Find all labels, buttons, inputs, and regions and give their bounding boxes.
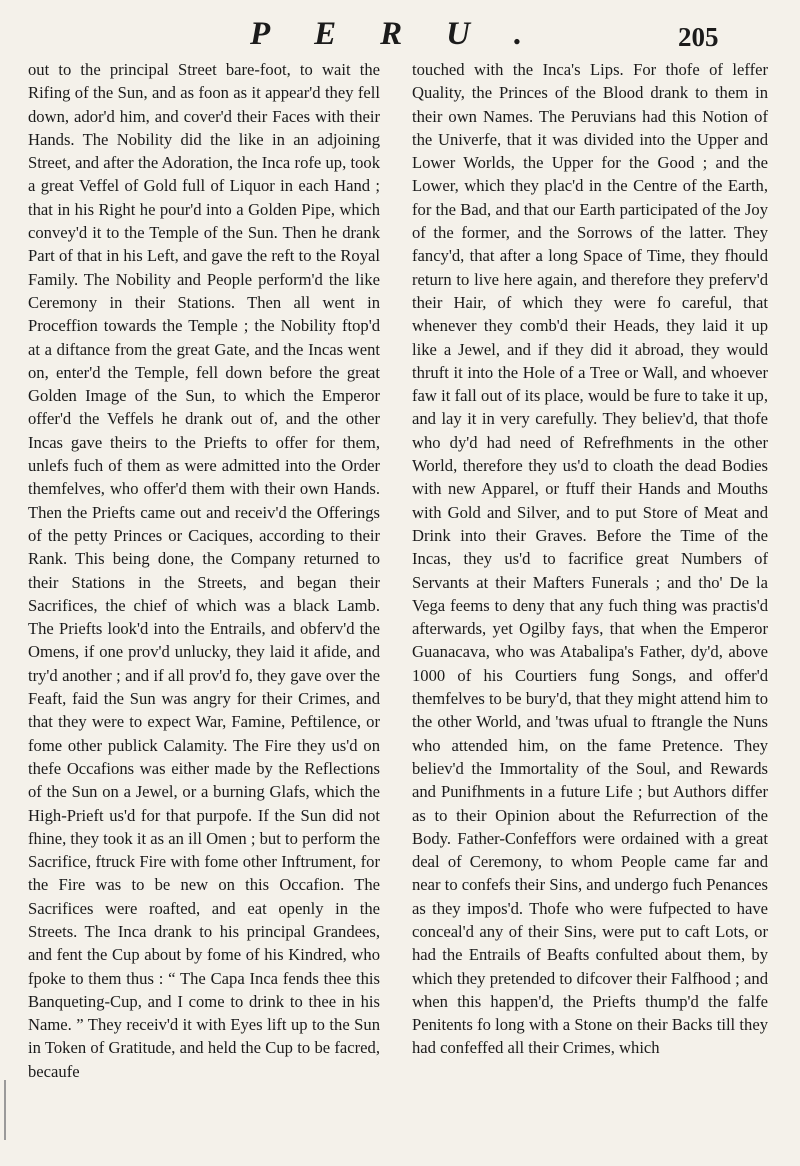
right-column-text: touched with the Inca's Lips. For thofe of leffer Quality, the Princes of the Blood drank to them in their own Names. The Peruvians had this Notion of the Univerfe, that it was divided into the Upper and Lower Worlds, the Upper for the Good ; and the Lower, which they plac'd in the Centre of the Earth, for the Bad, and that our Earth participated of the Joy of the former, and the Sorrows of the latter. They fancy'd, that after a long Space of Time, they fhould return to live here again, and therefore they preferv'd their Hair, of which they were fo careful, that whenever they comb'd their Heads, they laid it up like a Jewel, and if they did it abroad, they would thruft it into the Hole of a Tree or Wall, and whoever faw it fall out of its place, would be fure to take it up, and lay it in very carefully. They believ'd, that thofe who dy'd had need of Refrefhments in the other World, therefore they us'd to cloath the dead Bodies with new Apparel, or ftuff their Hands and Mouths with Gold and Silver, and to put Store of Meat and Drink into their Graves. Before the Time of the Incas, they us'd to facrifice great Numbers of Servants at their Mafters Funerals ; and tho' De la Vega feems to deny that any fuch thing was practis'd afterwards, yet Ogilby fays, that when the Emperor Guanacava, who was Atabalipa's Father, dy'd, above 1000 of his Courtiers fung Songs, and offer'd themfelves to be bury'd, that they might attend him to the other World, and 'twas ufual to ftrangle the Nuns who attended him, on the fame Pretence. They believ'd the Immortality of the Soul, and Rewards and Punifhments in a future Life ; but Authors differ as to their Opinion about the Refurrection of the Body. Father-Confeffors were ordained with a great deal of Ceremony, to whom People came far and near to confefs their Sins, and undergo fuch Penances as they impos'd. Thofe who were fufpected to have conceal'd any of their Sins, were put to caft Lots, or had the Entrails of Beafts confulted about them, by which they pretended to difcover their Falfhood ; and when this happen'd, the Priefts thump'd the falfe Penitents fo long with a Stone on their Backs till they had confeffed all their Crimes, which [412,60,768,1058]
running-head: PERU. [250,16,567,52]
page-number: 205 [678,22,719,52]
left-column [28,58,380,1083]
page-header [0,8,800,60]
left-column-text: out to the principal Street bare-foot, to wait the Rifing of the Sun, and as foon as it appear'd they fell down, ador'd him, and cover'd their Faces with their Hands. The Nobility did the like in an adjoining Street, and after the Adoration, the Inca rofe up, took a great Veffel of Gold full of Liquor in each Hand ; that in his Right he pour'd into a Golden Pipe, which convey'd it to the Temple of the Sun. Then he drank Part of that in his Left, and gave the reft to the Royal Family. The Nobility and People perform'd the like Ceremony in their Stations. Then all went in Proceffion towards the Temple ; the Nobility ftop'd at a diftance from the great Gate, and the Incas went on, enter'd the Temple, fell down before the great Golden Image of the Sun, to which the Emperor offer'd the Veffels he drank out of, and the other Incas gave theirs to the Priefts to offer for them, unlefs fuch of them as were admitted into the Order themfelves, who offer'd them with their own Hands. Then the Priefts came out and receiv'd the Offerings of the petty Princes or Caciques, according to their Rank. This being done, the Company returned to their Stations in the Streets, and began their Sacrifices, the chief of which was a black Lamb. The Priefts look'd into the Entrails, and obferv'd the Omens, if one prov'd unlucky, they laid it afide, and try'd another ; and if all prov'd fo, they gave over the Feaft, faid the Sun was angry for their Crimes, and that they were to expect War, Famine, Peftilence, or fome other publick Calamity. The Fire they us'd on thefe Occafions was either made by the Reflections of the Sun on a Jewel, or a burning Glafs, which the High-Prieft us'd for that purpofe. If the Sun did not fhine, they took it as an ill Omen ; but to perform the Sacrifice, ftruck Fire with fome other Inftrument, for the Fire was to be new on this Occafion. The Sacrifices were roafted, and eat openly in the Streets. The Inca drank to his principal Grandees, and fent the Cup about by fome of his Kindred, who fpoke to them thus : “ The Capa Inca fends thee this Banqueting-Cup, and I come to drink to thee in his Name. ” They receiv'd it with Eyes lift up to the Sun in Token of Gratitude, and held the Cup to be facred, becaufe [28,60,380,1081]
right-column [412,58,768,1060]
page-edge-mark [4,1080,6,1140]
